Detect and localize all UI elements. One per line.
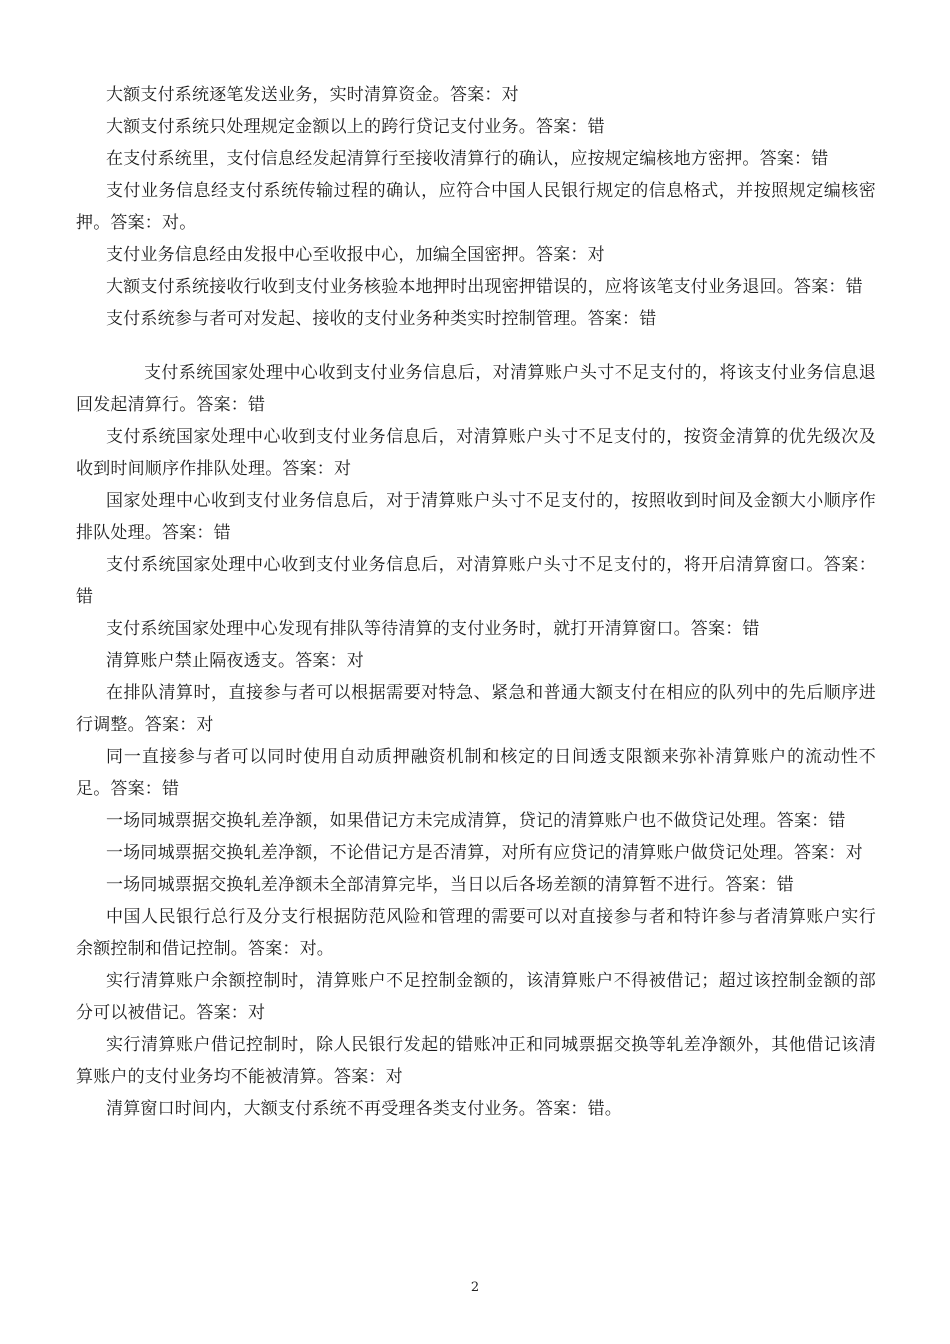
- paragraph-1: 大额支付系统逐笔发送业务，实时清算资金。答案：对: [106, 85, 519, 105]
- paragraph-7: 支付系统参与者可对发起、接收的支付业务种类实时控制管理。答案：错: [106, 309, 657, 329]
- paragraph-11: 支付系统国家处理中心收到支付业务信息后，对清算账户头寸不足支付的，将开启清算窗口。答案：错: [76, 555, 876, 607]
- paragraph-2: 大额支付系统只处理规定金额以上的跨行贷记支付业务。答案：错: [106, 117, 605, 137]
- paragraph-12: 支付系统国家处理中心发现有排队等待清算的支付业务时，就打开清算窗口。答案：错: [106, 619, 760, 639]
- paragraph-5: 支付业务信息经由发报中心至收报中心，加编全国密押。答案：对: [106, 245, 605, 265]
- paragraph-3: 在支付系统里，支付信息经发起清算行至接收清算行的确认，应按规定编核地方密押。答案：错: [106, 149, 829, 169]
- paragraph-14: 在排队清算时，直接参与者可以根据需要对特急、紧急和普通大额支付在相应的队列中的先后顺序进行调整。答案：对: [76, 683, 876, 735]
- paragraph-13: 清算账户禁止隔夜透支。答案：对: [106, 651, 364, 671]
- paragraph-16: 一场同城票据交换轧差净额，如果借记方未完成清算，贷记的清算账户也不做贷记处理。答案：错: [106, 811, 846, 831]
- paragraph-18: 一场同城票据交换轧差净额未全部清算完毕，当日以后各场差额的清算暂不进行。答案：错: [106, 875, 794, 895]
- paragraph-19: 中国人民银行总行及分支行根据防范风险和管理的需要可以对直接参与者和特许参与者清算账户实行余额控制和借记控制。答案：对。: [76, 907, 876, 959]
- paragraph-21: 实行清算账户借记控制时，除人民银行发起的错账冲正和同城票据交换等轧差净额外，其他借记该清算账户的支付业务均不能被清算。答案：对: [76, 1035, 876, 1087]
- paragraph-20: 实行清算账户余额控制时，清算账户不足控制金额的，该清算账户不得被借记；超过该控制金额的部分可以被借记。答案：对: [76, 971, 876, 1023]
- paragraph-4: 支付业务信息经支付系统传输过程的确认，应符合中国人民银行规定的信息格式，并按照规定编核密押。答案：对。: [76, 181, 876, 233]
- page-number: 2: [470, 1280, 480, 1295]
- paragraph-8: 支付系统国家处理中心收到支付业务信息后，对清算账户头寸不足支付的，将该支付业务信息退回发起清算行。答案：错: [76, 363, 876, 415]
- paragraph-22: 清算窗口时间内，大额支付系统不再受理各类支付业务。答案：错。: [106, 1099, 622, 1119]
- paragraph-15: 同一直接参与者可以同时使用自动质押融资机制和核定的日间透支限额来弥补清算账户的流动性不足。答案：错: [76, 747, 876, 799]
- paragraph-10: 国家处理中心收到支付业务信息后，对于清算账户头寸不足支付的，按照收到时间及金额大小顺序作排队处理。答案：错: [76, 491, 876, 543]
- document-body: [76, 79, 876, 1125]
- paragraph-6: 大额支付系统接收行收到支付业务核验本地押时出现密押错误的，应将该笔支付业务退回。答案：错: [106, 277, 863, 297]
- paragraph-9: 支付系统国家处理中心收到支付业务信息后，对清算账户头寸不足支付的，按资金清算的优先级次及收到时间顺序作排队处理。答案：对: [76, 427, 876, 479]
- paragraph-17: 一场同城票据交换轧差净额，不论借记方是否清算，对所有应贷记的清算账户做贷记处理。答案：对: [106, 843, 863, 863]
